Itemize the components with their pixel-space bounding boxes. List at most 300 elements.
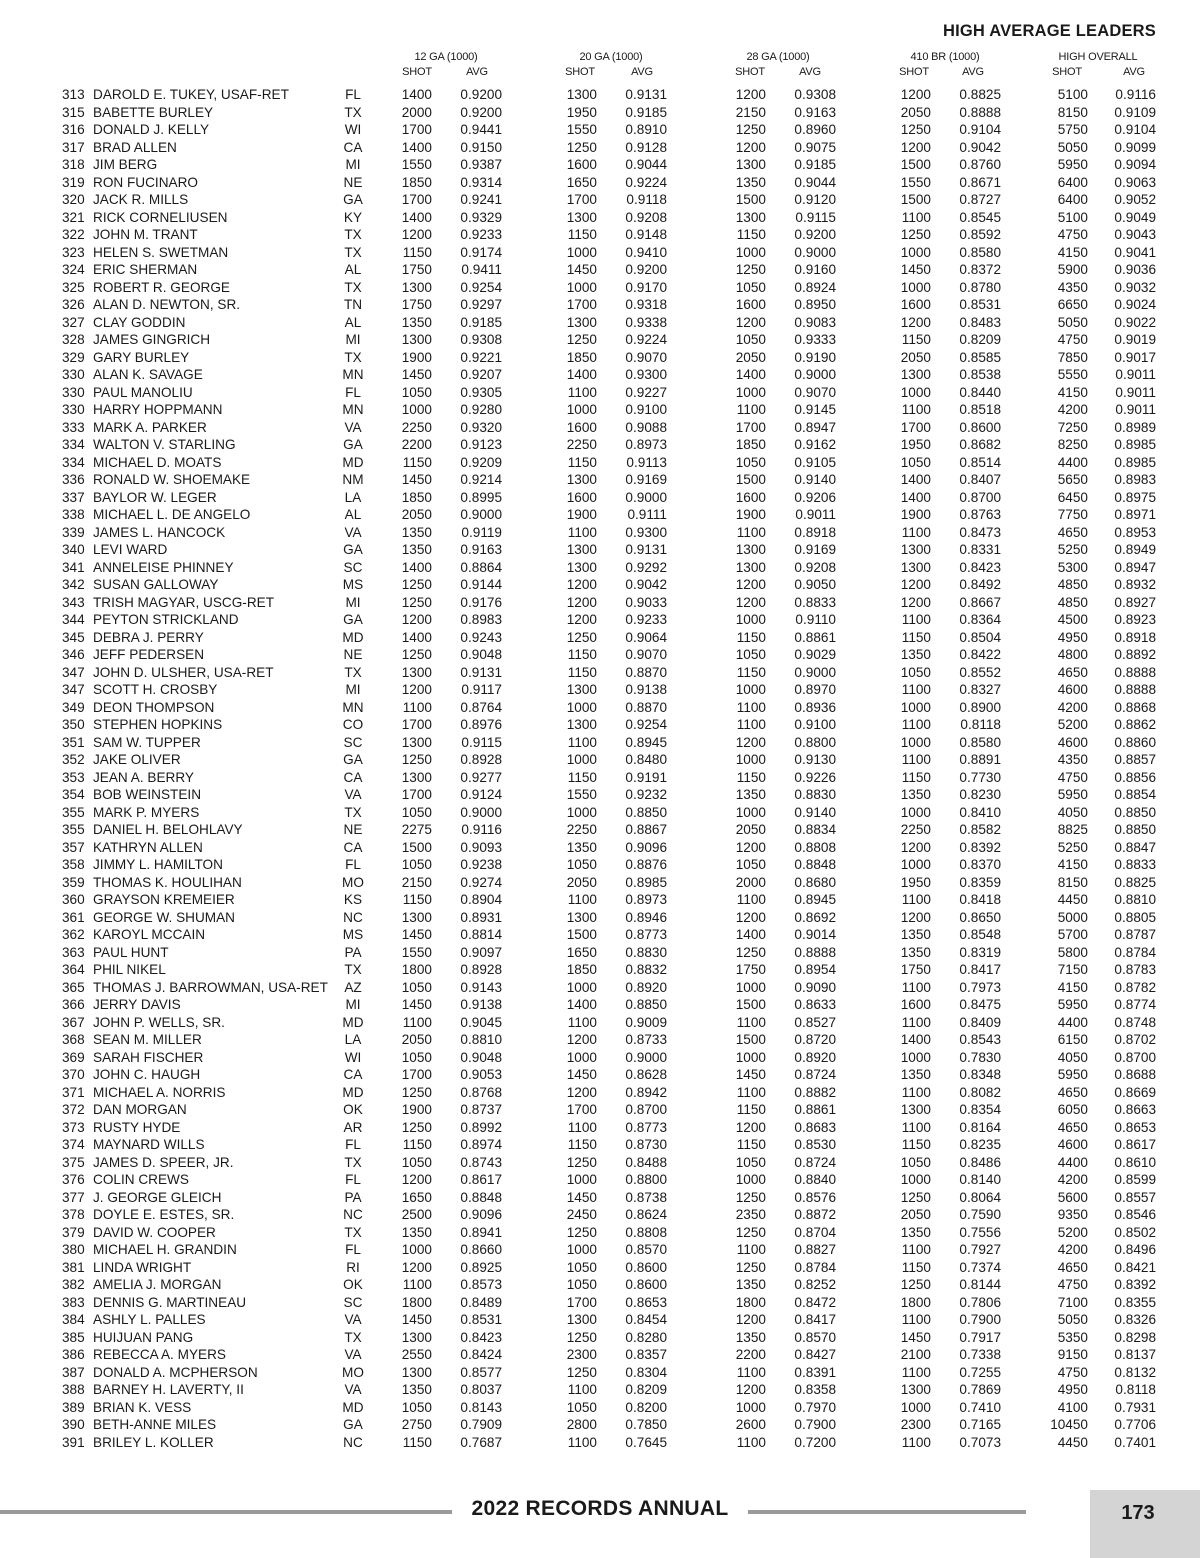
cell-410br-shot: 1100	[901, 892, 931, 907]
table-row	[0, 419, 1200, 437]
cell-20ga-shot: 1100	[567, 384, 597, 400]
cell-410br-avg: 0.8492	[959, 577, 1001, 592]
cell-28ga-shot: 1000	[735, 979, 766, 995]
cell-overall-avg: 0.8927	[1114, 594, 1156, 610]
cell-rank: 360	[62, 892, 85, 907]
cell-12ga-shot: 2750	[401, 1417, 432, 1432]
cell-12ga-shot: 1200	[401, 1259, 432, 1275]
cell-410br-avg: 0.8331	[959, 542, 1001, 557]
cell-state: NE	[343, 174, 363, 190]
cell-state: NC	[343, 1207, 363, 1222]
cell-28ga-avg: 0.8680	[794, 874, 836, 890]
cell-overall-avg: 0.8663	[1114, 1102, 1156, 1117]
table-row	[0, 489, 1200, 507]
cell-name: DEON THOMPSON	[93, 699, 215, 715]
cell-410br-avg: 0.7073	[959, 1434, 1001, 1450]
cell-410br-avg: 0.8891	[959, 752, 1001, 767]
cell-28ga-shot: 1200	[735, 1119, 766, 1135]
table-row	[0, 769, 1200, 787]
cell-state: TX	[344, 1154, 362, 1170]
cell-20ga-avg: 0.9064	[625, 629, 667, 645]
cell-name: SEAN M. MILLER	[93, 1032, 202, 1047]
cell-12ga-avg: 0.9305	[460, 384, 502, 400]
cell-410br-avg: 0.8370	[959, 857, 1001, 872]
cell-name: BRIAN K. VESS	[93, 1399, 192, 1415]
cell-20ga-shot: 1100	[567, 1119, 597, 1135]
cell-20ga-avg: 0.9044	[625, 157, 667, 172]
cell-410br-shot: 1200	[900, 839, 931, 855]
cell-overall-avg: 0.9022	[1114, 314, 1156, 330]
cell-state: AL	[344, 507, 362, 522]
cell-overall-shot: 5700	[1057, 927, 1088, 942]
cell-20ga-avg: 0.8200	[625, 1399, 667, 1415]
cell-rank: 330	[62, 402, 85, 417]
cell-20ga-avg: 0.8600	[625, 1277, 667, 1292]
cell-name: TRISH MAGYAR, USCG-RET	[93, 594, 275, 610]
cell-12ga-shot: 1850	[401, 174, 432, 190]
cell-rank: 313	[62, 87, 85, 102]
cell-20ga-avg: 0.9318	[625, 297, 667, 312]
cell-12ga-avg: 0.8864	[460, 559, 502, 575]
cell-12ga-avg: 0.8764	[460, 699, 502, 715]
cell-overall-shot: 5050	[1057, 1312, 1088, 1327]
cell-28ga-avg: 0.8472	[794, 1294, 836, 1310]
cell-overall-shot: 9150	[1057, 1347, 1088, 1362]
cell-rank: 390	[62, 1417, 85, 1432]
cell-rank: 318	[62, 157, 85, 172]
cell-overall-shot: 9350	[1057, 1207, 1088, 1222]
cell-12ga-shot: 1300	[401, 769, 432, 785]
leaders-table	[0, 86, 1200, 1451]
cell-12ga-shot: 1350	[401, 524, 432, 540]
cell-20ga-shot: 1300	[566, 909, 597, 925]
cell-name: COLIN CREWS	[93, 1172, 189, 1187]
cell-410br-shot: 1300	[900, 1382, 931, 1397]
table-row	[0, 751, 1200, 769]
cell-rank: 324	[62, 262, 85, 277]
cell-20ga-shot: 1950	[566, 104, 597, 120]
cell-20ga-avg: 0.9070	[625, 349, 667, 365]
cell-410br-shot: 1300	[900, 542, 931, 557]
cell-410br-shot: 1200	[900, 314, 931, 330]
cell-12ga-avg: 0.8931	[460, 909, 502, 925]
cell-20ga-shot: 1000	[566, 1242, 597, 1257]
cell-name: ANNELEISE PHINNEY	[93, 559, 234, 575]
cell-rank: 382	[62, 1277, 85, 1292]
cell-12ga-shot: 1450	[401, 367, 432, 382]
cell-12ga-avg: 0.9097	[460, 944, 502, 960]
cell-12ga-avg: 0.8848	[460, 1189, 502, 1205]
cell-20ga-shot: 1300	[566, 1312, 597, 1327]
cell-overall-shot: 4150	[1057, 384, 1088, 400]
table-row	[0, 1066, 1200, 1084]
cell-28ga-avg: 0.8391	[794, 1364, 836, 1380]
cell-state: MI	[345, 594, 361, 610]
cell-28ga-shot: 1250	[735, 1259, 766, 1275]
cell-28ga-avg: 0.8920	[794, 1049, 836, 1065]
cell-20ga-avg: 0.9148	[625, 227, 667, 242]
cell-state: MN	[342, 699, 364, 715]
cell-410br-avg: 0.8410	[959, 804, 1001, 820]
cell-12ga-shot: 2050	[401, 507, 432, 522]
cell-12ga-avg: 0.8768	[460, 1084, 502, 1100]
cell-410br-shot: 1100	[901, 524, 931, 540]
cell-20ga-shot: 1350	[566, 839, 597, 855]
cell-name: MICHAEL H. GRANDIN	[93, 1242, 237, 1257]
cell-12ga-shot: 1450	[401, 472, 432, 487]
cell-12ga-avg: 0.9144	[460, 577, 502, 592]
cell-12ga-shot: 1100	[402, 1277, 432, 1292]
cell-12ga-shot: 1700	[401, 122, 432, 137]
table-row	[0, 1206, 1200, 1224]
cell-410br-shot: 1150	[901, 1259, 931, 1275]
cell-rank: 353	[62, 769, 85, 785]
cell-name: JIM BERG	[93, 157, 158, 172]
cell-20ga-shot: 1600	[566, 489, 597, 505]
cell-rank: 364	[62, 962, 85, 977]
cell-12ga-avg: 0.8143	[460, 1399, 502, 1415]
cell-12ga-shot: 2000	[401, 104, 432, 120]
cell-20ga-avg: 0.9338	[625, 314, 667, 330]
cell-overall-avg: 0.8669	[1114, 1084, 1156, 1100]
cell-20ga-avg: 0.8280	[625, 1329, 667, 1345]
cell-20ga-avg: 0.7850	[625, 1417, 667, 1432]
cell-12ga-avg: 0.7687	[460, 1434, 502, 1450]
table-row	[0, 209, 1200, 227]
table-row	[0, 856, 1200, 874]
cell-12ga-shot: 1250	[401, 647, 432, 662]
cell-410br-shot: 2050	[900, 1207, 931, 1222]
cell-20ga-shot: 1250	[566, 139, 597, 155]
cell-28ga-avg: 0.8720	[794, 1032, 836, 1047]
cell-20ga-avg: 0.9300	[625, 524, 667, 540]
cell-28ga-avg: 0.8834	[794, 822, 836, 837]
cell-20ga-shot: 1100	[567, 1382, 597, 1397]
cell-28ga-shot: 1100	[736, 1434, 766, 1450]
cell-name: KATHRYN ALLEN	[93, 839, 203, 855]
cell-28ga-avg: 0.9044	[794, 174, 836, 190]
cell-410br-avg: 0.8418	[959, 892, 1001, 907]
cell-410br-shot: 1350	[900, 927, 931, 942]
cell-410br-avg: 0.7338	[959, 1347, 1001, 1362]
cell-name: JEFF PEDERSEN	[93, 647, 205, 662]
cell-name: JIMMY L. HAMILTON	[93, 857, 223, 872]
cell-410br-avg: 0.8504	[959, 629, 1001, 645]
cell-overall-avg: 0.8787	[1114, 927, 1156, 942]
cell-28ga-avg: 0.9140	[794, 472, 836, 487]
cell-20ga-avg: 0.9111	[627, 507, 667, 522]
cell-20ga-avg: 0.8920	[625, 979, 667, 995]
cell-overall-avg: 0.8688	[1114, 1067, 1156, 1082]
cell-overall-avg: 0.9011	[1115, 384, 1156, 400]
cell-overall-shot: 5950	[1057, 787, 1088, 802]
cell-28ga-avg: 0.7970	[794, 1399, 836, 1415]
cell-12ga-shot: 1050	[401, 1154, 432, 1170]
cell-12ga-shot: 1450	[401, 1312, 432, 1327]
cell-name: BETH-ANNE MILES	[93, 1417, 217, 1432]
cell-12ga-avg: 0.9174	[460, 244, 502, 260]
cell-overall-shot: 8150	[1057, 104, 1088, 120]
cell-20ga-shot: 1000	[566, 279, 597, 295]
cell-state: MD	[342, 1014, 364, 1030]
cell-410br-shot: 2100	[900, 1347, 931, 1362]
cell-overall-avg: 0.9109	[1114, 104, 1156, 120]
cell-state: TX	[344, 104, 362, 120]
table-row	[0, 681, 1200, 699]
table-row	[0, 1154, 1200, 1172]
cell-410br-shot: 1700	[900, 419, 931, 435]
cell-12ga-avg: 0.9119	[461, 524, 502, 540]
cell-overall-shot: 5250	[1057, 839, 1088, 855]
cell-rank: 330	[62, 367, 85, 382]
cell-20ga-avg: 0.9169	[625, 472, 667, 487]
cell-overall-avg: 0.8137	[1114, 1347, 1156, 1362]
cell-20ga-avg: 0.9200	[625, 262, 667, 277]
cell-overall-avg: 0.7401	[1114, 1434, 1156, 1450]
cell-name: HUIJUAN PANG	[93, 1329, 194, 1345]
cell-state: PA	[344, 944, 362, 960]
cell-overall-avg: 0.8617	[1114, 1137, 1156, 1152]
cell-overall-avg: 0.9024	[1114, 297, 1156, 312]
cell-overall-avg: 0.8983	[1114, 472, 1156, 487]
cell-state: VA	[344, 1347, 362, 1362]
cell-28ga-avg: 0.9200	[794, 227, 836, 242]
cell-410br-avg: 0.8235	[959, 1137, 1001, 1152]
cell-12ga-shot: 1700	[401, 1067, 432, 1082]
cell-20ga-avg: 0.8867	[625, 822, 667, 837]
cell-12ga-avg: 0.8925	[460, 1259, 502, 1275]
cell-rank: 385	[62, 1329, 85, 1345]
cell-28ga-avg: 0.8784	[794, 1259, 836, 1275]
cell-name: J. GEORGE GLEICH	[93, 1189, 222, 1205]
cell-12ga-avg: 0.9045	[460, 1014, 502, 1030]
cell-name: DENNIS G. MARTINEAU	[93, 1294, 247, 1310]
cell-28ga-avg: 0.8830	[794, 787, 836, 802]
cell-28ga-avg: 0.7200	[794, 1434, 836, 1450]
cell-28ga-avg: 0.8570	[794, 1329, 836, 1345]
cell-410br-avg: 0.8671	[959, 174, 1001, 190]
cell-410br-avg: 0.8727	[959, 192, 1001, 207]
cell-28ga-shot: 1050	[735, 857, 766, 872]
cell-20ga-avg: 0.9208	[625, 209, 667, 225]
cell-12ga-shot: 1300	[401, 1364, 432, 1380]
cell-overall-avg: 0.8355	[1114, 1294, 1156, 1310]
cell-410br-shot: 1150	[901, 332, 931, 347]
cell-overall-avg: 0.8653	[1114, 1119, 1156, 1135]
cell-overall-shot: 5000	[1057, 909, 1088, 925]
cell-12ga-avg: 0.8976	[460, 717, 502, 732]
cell-12ga-avg: 0.8037	[460, 1382, 502, 1397]
cell-410br-shot: 1250	[900, 1189, 931, 1205]
cell-20ga-avg: 0.9118	[626, 192, 667, 207]
cell-state: WI	[344, 122, 362, 137]
cell-410br-avg: 0.8423	[959, 559, 1001, 575]
cell-410br-avg: 0.8348	[959, 1067, 1001, 1082]
cell-20ga-shot: 1250	[566, 332, 597, 347]
cell-20ga-shot: 1150	[567, 454, 597, 470]
cell-name: JACK R. MILLS	[93, 192, 189, 207]
cell-state: TX	[344, 664, 362, 680]
cell-20ga-shot: 1000	[566, 402, 597, 417]
cell-name: ROBERT R. GEORGE	[93, 279, 230, 295]
cell-12ga-avg: 0.8737	[460, 1102, 502, 1117]
cell-20ga-avg: 0.9070	[625, 647, 667, 662]
cell-rank: 334	[62, 437, 85, 452]
cell-12ga-avg: 0.8577	[460, 1364, 502, 1380]
cell-410br-shot: 1100	[901, 1014, 931, 1030]
cell-410br-shot: 1100	[901, 1119, 931, 1135]
cell-410br-shot: 1300	[900, 1102, 931, 1117]
table-row	[0, 1101, 1200, 1119]
cell-28ga-shot: 1700	[735, 419, 766, 435]
cell-410br-avg: 0.8543	[959, 1032, 1001, 1047]
cell-overall-avg: 0.8118	[1115, 1382, 1156, 1397]
cell-state: FL	[345, 384, 361, 400]
cell-410br-shot: 1600	[900, 997, 931, 1012]
cell-20ga-avg: 0.8304	[625, 1364, 667, 1380]
cell-state: VA	[344, 524, 362, 540]
cell-overall-shot: 4750	[1057, 227, 1088, 242]
cell-state: AR	[343, 1119, 363, 1135]
cell-12ga-avg: 0.8573	[460, 1277, 502, 1292]
cell-28ga-shot: 1000	[735, 1172, 766, 1187]
cell-12ga-avg: 0.9053	[460, 1067, 502, 1082]
cell-28ga-shot: 1400	[735, 367, 766, 382]
cell-state: OK	[343, 1102, 363, 1117]
cell-12ga-avg: 0.8992	[460, 1119, 502, 1135]
cell-28ga-avg: 0.8840	[794, 1172, 836, 1187]
cell-state: FL	[345, 857, 361, 872]
cell-name: BRILEY L. KOLLER	[93, 1434, 214, 1450]
table-row	[0, 1171, 1200, 1189]
cell-28ga-avg: 0.8683	[794, 1119, 836, 1135]
cell-rank: 339	[62, 524, 85, 540]
cell-28ga-avg: 0.8800	[794, 734, 836, 750]
cell-410br-avg: 0.8545	[959, 209, 1001, 225]
cell-rank: 362	[62, 927, 85, 942]
cell-overall-avg: 0.8850	[1114, 822, 1156, 837]
table-row	[0, 1031, 1200, 1049]
cell-28ga-avg: 0.9050	[794, 577, 836, 592]
cell-overall-shot: 4200	[1057, 1242, 1088, 1257]
cell-410br-shot: 2050	[900, 349, 931, 365]
cell-overall-avg: 0.8784	[1114, 944, 1156, 960]
cell-12ga-avg: 0.9297	[460, 297, 502, 312]
cell-28ga-shot: 1500	[735, 1032, 766, 1047]
cell-28ga-avg: 0.8861	[794, 1102, 836, 1117]
cell-28ga-shot: 1000	[735, 752, 766, 767]
cell-20ga-shot: 1100	[567, 524, 597, 540]
cell-410br-avg: 0.8780	[959, 279, 1001, 295]
cell-20ga-shot: 1000	[566, 699, 597, 715]
cell-state: GA	[343, 192, 363, 207]
cell-overall-shot: 5200	[1057, 1224, 1088, 1240]
cell-28ga-shot: 1150	[736, 227, 766, 242]
cell-20ga-avg: 0.8730	[625, 1137, 667, 1152]
cell-overall-avg: 0.8856	[1114, 769, 1156, 785]
cell-rank: 315	[62, 104, 85, 120]
cell-overall-avg: 0.8989	[1114, 419, 1156, 435]
cell-28ga-shot: 1050	[735, 454, 766, 470]
cell-12ga-avg: 0.9115	[461, 734, 502, 750]
cell-overall-shot: 7250	[1057, 419, 1088, 435]
cell-overall-avg: 0.8748	[1114, 1014, 1156, 1030]
cell-name: ALAN D. NEWTON, SR.	[93, 297, 241, 312]
cell-28ga-shot: 1250	[735, 262, 766, 277]
cell-410br-shot: 1200	[900, 594, 931, 610]
cell-20ga-shot: 1300	[566, 314, 597, 330]
cell-12ga-shot: 1300	[401, 279, 432, 295]
cell-overall-shot: 6050	[1057, 1102, 1088, 1117]
cell-20ga-avg: 0.8946	[625, 909, 667, 925]
cell-410br-avg: 0.8888	[959, 104, 1001, 120]
cell-410br-avg: 0.8422	[959, 647, 1001, 662]
cell-20ga-shot: 1550	[566, 122, 597, 137]
cell-28ga-shot: 1400	[735, 927, 766, 942]
col-header-shot: SHOT	[735, 66, 765, 78]
cell-rank: 347	[62, 664, 85, 680]
cell-28ga-avg: 0.9163	[794, 104, 836, 120]
cell-12ga-avg: 0.9163	[460, 542, 502, 557]
cell-20ga-shot: 1400	[566, 997, 597, 1012]
cell-410br-avg: 0.8319	[959, 944, 1001, 960]
cell-12ga-avg: 0.9238	[460, 857, 502, 872]
cell-name: JERRY DAVIS	[93, 997, 181, 1012]
cell-overall-avg: 0.9104	[1114, 122, 1156, 137]
table-row	[0, 454, 1200, 472]
cell-overall-avg: 0.9052	[1114, 192, 1156, 207]
cell-410br-avg: 0.7973	[959, 979, 1001, 995]
cell-20ga-avg: 0.9191	[625, 769, 667, 785]
cell-28ga-avg: 0.8530	[794, 1137, 836, 1152]
cell-20ga-avg: 0.8653	[625, 1294, 667, 1310]
cell-overall-avg: 0.8918	[1114, 629, 1156, 645]
cell-overall-shot: 8250	[1057, 437, 1088, 452]
cell-overall-shot: 10450	[1050, 1417, 1088, 1432]
cell-name: DONALD J. KELLY	[93, 122, 210, 137]
cell-410br-shot: 1450	[900, 1329, 931, 1345]
cell-overall-shot: 4650	[1057, 1259, 1088, 1275]
cell-20ga-shot: 1300	[566, 87, 597, 102]
cell-12ga-shot: 1050	[401, 804, 432, 820]
cell-28ga-avg: 0.9206	[794, 489, 836, 505]
cell-overall-shot: 5050	[1057, 314, 1088, 330]
cell-state: MI	[345, 997, 361, 1012]
cell-state: MI	[345, 332, 361, 347]
cell-rank: 323	[62, 244, 85, 260]
cell-28ga-avg: 0.9120	[794, 192, 836, 207]
cell-410br-avg: 0.8140	[959, 1172, 1001, 1187]
cell-410br-avg: 0.7900	[959, 1312, 1001, 1327]
footer-rule-left	[0, 1510, 452, 1514]
cell-410br-avg: 0.8700	[959, 489, 1001, 505]
cell-28ga-shot: 1600	[735, 489, 766, 505]
cell-410br-avg: 0.8667	[959, 594, 1001, 610]
cell-12ga-avg: 0.9308	[460, 332, 502, 347]
col-header-shot: SHOT	[402, 66, 432, 78]
cell-rank: 350	[62, 717, 85, 732]
cell-28ga-avg: 0.9100	[794, 717, 836, 732]
cell-rank: 338	[62, 507, 85, 522]
cell-name: PHIL NIKEL	[93, 962, 166, 977]
table-row	[0, 786, 1200, 804]
cell-410br-avg: 0.7806	[959, 1294, 1001, 1310]
cell-name: JOHN P. WELLS, SR.	[93, 1014, 225, 1030]
cell-20ga-shot: 1000	[566, 244, 597, 260]
cell-28ga-avg: 0.9070	[794, 384, 836, 400]
cell-rank: 391	[62, 1434, 85, 1450]
cell-overall-shot: 4750	[1057, 1277, 1088, 1292]
